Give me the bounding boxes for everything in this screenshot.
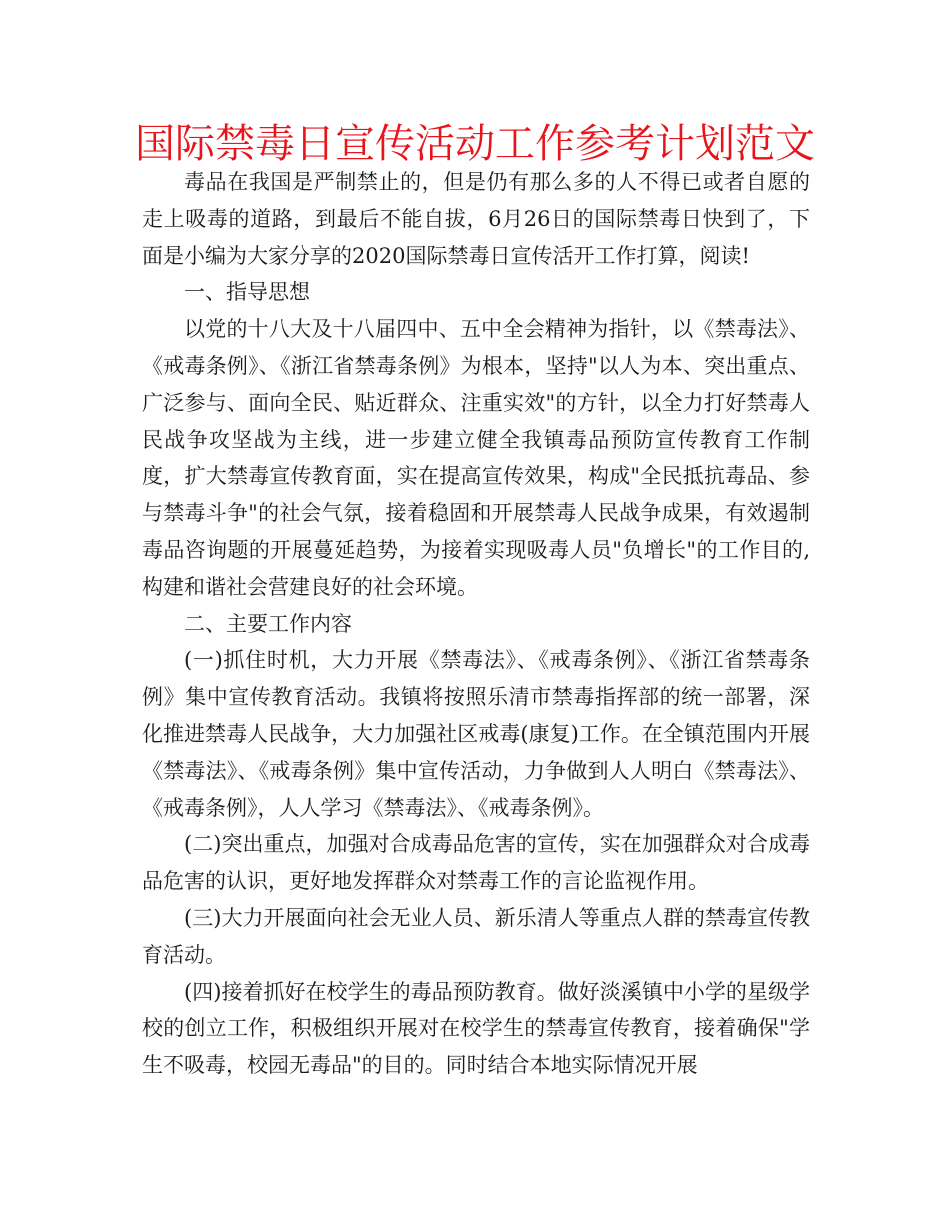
section-heading-guiding-ideology: 一、指导思想 [184,280,310,305]
document-body [142,164,810,1084]
work-item-4-paragraph: (四)接着抓好在校学生的毒品预防教育。做好淡溪镇中小学的星级学校的创立工作，积极组织开展对在校学生的禁毒宣传教育，接着确保"学生不吸毒，校园无毒品"的目的。同时结合本地实际情况开展 [142,979,810,1078]
work-item-1-paragraph: (一)抓住时机，大力开展《禁毒法》、《戒毒条例》、《浙江省禁毒条例》集中宣传教育活动。我镇将按照乐清市禁毒指挥部的统一部署，深化推进禁毒人民战争，大力加强社区戒毒(康复)工作。在全镇范围内开展《禁毒法》、《戒毒条例》集中宣传活动，力争做到人人明白《禁毒法》、《戒毒条例》，人人学习《禁毒法》、《戒毒条例》。 [142,648,810,820]
guiding-ideology-paragraph: 以党的十八大及十八届四中、五中全会精神为指针，以《禁毒法》、《戒毒条例》、《浙江省禁毒条例》为根本，坚持"以人为本、突出重点、广泛参与、面向全民、贴近群众、注重实效"的方针，以全力打好禁毒人民战争攻坚战为主线，进一步建立健全我镇毒品预防宣传教育工作制度，扩大禁毒宣传教育面，实在提高宣传效果，构成"全民抵抗毒品、参与禁毒斗争"的社会气氛，接着稳固和开展禁毒人民战争成果，有效遏制毒品咨询题的开展蔓延趋势，为接着实现吸毒人员"负增长"的工作目的,构建和谐社会营建良好的社会环境。 [142,317,810,599]
document-title: 国际禁毒日宣传活动工作参考计划范文 [135,121,815,167]
section-heading-main-work: 二、主要工作内容 [184,611,352,636]
work-item-2-paragraph: (二)突出重点，加强对合成毒品危害的宣传，实在加强群众对合成毒品危害的认识，更好地发挥群众对禁毒工作的言论监视作用。 [142,832,810,894]
work-item-3-paragraph: (三)大力开展面向社会无业人员、新乐清人等重点人群的禁毒宣传教育活动。 [142,905,810,967]
intro-paragraph: 毒品在我国是严制禁止的，但是仍有那么多的人不得已或者自愿的走上吸毒的道路，到最后不能自拔，6月26日的国际禁毒日快到了，下面是小编为大家分享的2020国际禁毒日宣传活开工作打算，阅读! [142,170,810,268]
